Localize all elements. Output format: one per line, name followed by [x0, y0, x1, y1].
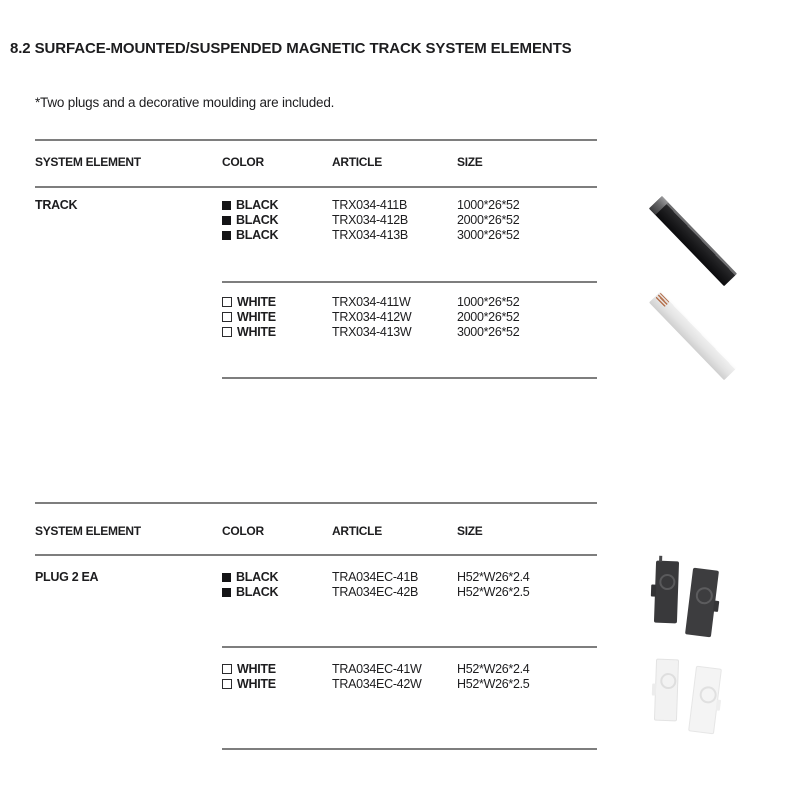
- color-label: WHITE: [237, 662, 276, 676]
- plug-photo-white-right: [688, 666, 722, 735]
- plug-knockout-ring: [699, 685, 718, 704]
- size-cell: H52*W26*2.4: [457, 570, 530, 584]
- color-label: WHITE: [237, 325, 276, 339]
- article-cell: TRA034EC-41B: [332, 570, 419, 584]
- table-rule: [35, 186, 597, 188]
- article-cell: TRA034EC-42W: [332, 677, 422, 691]
- white-square-swatch-icon: [222, 664, 232, 674]
- black-square-swatch-icon: [222, 231, 231, 240]
- track-photo-black: [649, 196, 737, 286]
- color-cell: [222, 198, 278, 213]
- column-header-system-element: SYSTEM ELEMENT: [35, 155, 141, 169]
- table-row: [0, 585, 640, 600]
- table-row: [0, 570, 640, 585]
- column-header-color: COLOR: [222, 524, 264, 538]
- size-cell: 3000*26*52: [457, 228, 520, 242]
- color-cell: [222, 295, 276, 310]
- table-row: [0, 662, 640, 677]
- table-row: [0, 310, 640, 325]
- article-cell: TRX034-413W: [332, 325, 412, 339]
- plug-photo-black-left: [654, 561, 679, 624]
- color-cell: [222, 213, 278, 228]
- column-header-color: COLOR: [222, 155, 264, 169]
- table-rule: [222, 748, 597, 750]
- track-end-connector: [649, 196, 668, 215]
- plug-photo-white-left: [654, 659, 679, 722]
- black-square-swatch-icon: [222, 201, 231, 210]
- color-label: WHITE: [237, 677, 276, 691]
- footnote: *Two plugs and a decorative moulding are included.: [35, 95, 335, 110]
- table-row: [0, 295, 640, 310]
- color-cell: [222, 310, 276, 325]
- plug-side-tab: [713, 600, 719, 612]
- size-cell: 3000*26*52: [457, 325, 520, 339]
- table-row: [0, 325, 640, 340]
- size-cell: 1000*26*52: [457, 198, 520, 212]
- table-rule: [35, 554, 597, 556]
- size-cell: H52*W26*2.5: [457, 585, 530, 599]
- page-title: 8.2 SURFACE-MOUNTED/SUSPENDED MAGNETIC TRACK SYSTEM ELEMENTS: [10, 40, 572, 57]
- table-rule: [35, 502, 597, 504]
- size-cell: H52*W26*2.4: [457, 662, 530, 676]
- article-cell: TRA034EC-41W: [332, 662, 422, 676]
- system-element-label: TRACK: [35, 198, 78, 212]
- white-square-swatch-icon: [222, 312, 232, 322]
- color-label: BLACK: [236, 585, 279, 599]
- white-square-swatch-icon: [222, 679, 232, 689]
- table-row: [0, 198, 640, 213]
- color-cell: [222, 677, 276, 692]
- plug-photo-black-right: [685, 568, 719, 638]
- color-label: WHITE: [237, 310, 276, 324]
- table-row: [0, 677, 640, 692]
- size-cell: H52*W26*2.5: [457, 677, 530, 691]
- table-rule: [222, 281, 597, 283]
- size-cell: 1000*26*52: [457, 295, 520, 309]
- color-label: BLACK: [236, 213, 279, 227]
- black-square-swatch-icon: [222, 588, 231, 597]
- article-cell: TRX034-412W: [332, 310, 412, 324]
- table-rule: [35, 139, 597, 141]
- table-rule: [222, 646, 597, 648]
- table-row: [0, 213, 640, 228]
- article-cell: TRX034-411W: [332, 295, 411, 309]
- column-header-article: ARTICLE: [332, 524, 382, 538]
- plug-knockout-ring: [660, 673, 677, 690]
- column-header-system-element: SYSTEM ELEMENT: [35, 524, 141, 538]
- plug-side-tab: [651, 584, 656, 596]
- white-square-swatch-icon: [222, 327, 232, 337]
- plug-side-tab: [652, 683, 656, 695]
- color-label: WHITE: [237, 295, 276, 309]
- color-cell: [222, 585, 278, 600]
- system-element-label: PLUG 2 EA: [35, 570, 99, 584]
- article-cell: TRX034-413B: [332, 228, 408, 242]
- table-rule: [222, 377, 597, 379]
- track-photo-white: [649, 290, 737, 380]
- black-square-swatch-icon: [222, 216, 231, 225]
- article-cell: TRA034EC-42B: [332, 585, 419, 599]
- plug-side-tab: [716, 699, 721, 710]
- column-header-size: SIZE: [457, 524, 483, 538]
- plug-knockout-ring: [695, 586, 714, 605]
- color-cell: [222, 325, 276, 340]
- color-cell: [222, 570, 278, 585]
- white-square-swatch-icon: [222, 297, 232, 307]
- track-copper-contacts: [656, 293, 670, 307]
- color-label: BLACK: [236, 228, 279, 242]
- article-cell: TRX034-412B: [332, 213, 408, 227]
- color-label: BLACK: [236, 570, 279, 584]
- color-cell: [222, 228, 278, 243]
- column-header-article: ARTICLE: [332, 155, 382, 169]
- article-cell: TRX034-411B: [332, 198, 407, 212]
- plug-knockout-ring: [659, 574, 676, 591]
- plug-top-pin: [659, 556, 662, 562]
- table-row: [0, 228, 640, 243]
- size-cell: 2000*26*52: [457, 213, 520, 227]
- color-cell: [222, 662, 276, 677]
- color-label: BLACK: [236, 198, 279, 212]
- size-cell: 2000*26*52: [457, 310, 520, 324]
- black-square-swatch-icon: [222, 573, 231, 582]
- column-header-size: SIZE: [457, 155, 483, 169]
